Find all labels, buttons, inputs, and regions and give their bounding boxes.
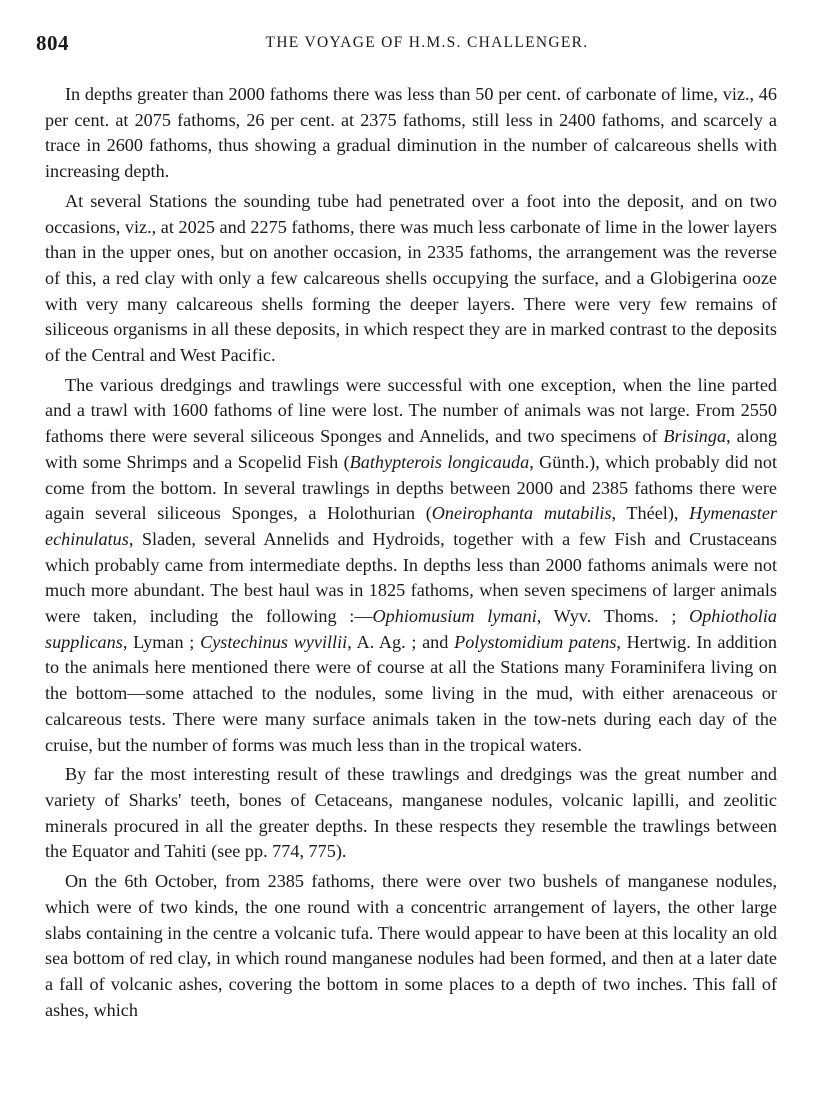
species-name: Cystechinus wyvillii xyxy=(200,631,348,652)
species-name: Bathypterois longicauda xyxy=(349,451,530,472)
paragraph xyxy=(45,762,777,865)
text-run: , Hertwig. In addition to the animals here mentioned there were of course at all the Stations many Foraminifera living on the bottom—some attached to the nodules, some living in the mud, with either arenaceous or calcareous tests. There were many surface animals taken in the tow-nets during each day of the cruise, but the number of forms was much less than in the tropical waters. xyxy=(45,631,777,755)
page-header xyxy=(36,31,778,57)
text-run: , A. Ag. ; and xyxy=(347,631,455,652)
paragraph xyxy=(45,869,777,1023)
text-run: In depths greater than 2000 fathoms there was less than 50 per cent. of carbonate of lime, viz., 46 per cent. at 2075 fathoms, 26 per cent. at 2375 fathoms, still less in 2400 fathoms, and scarcely a trace in 2600 fathoms, thus showing a gradual diminution in the number of calcareous shells with increasing depth. xyxy=(45,84,777,182)
species-name: Polystomidium patens xyxy=(454,631,617,652)
species-name: Oneirophanta mutabilis xyxy=(431,503,612,524)
text-run: , Günth.), which probably did not come from the bottom. In several trawlings in depths between 2000 and 2385 fathoms there were again several siliceous Sponges, a Holothurian ( xyxy=(45,451,778,524)
text-run: , Wyv. Thoms. ; xyxy=(536,606,690,627)
species-name: Hymenaster echinulatus xyxy=(45,503,777,549)
species-name: Ophiotholia supplicans xyxy=(45,606,777,652)
species-name: Brisinga xyxy=(663,426,727,447)
text-run: By far the most interesting result of these trawlings and dredgings was the great number and variety of Sharks' teeth, bones of Cetaceans, manganese nodules, volcanic lapilli, and zeolitic minerals procured in all the greater depths. In these respects they resemble the trawlings between the Equator and Tahiti (see pp. 774, 775). xyxy=(45,764,777,862)
page-number: 804 xyxy=(36,31,69,55)
text-run: At several Stations the sounding tube had penetrated over a foot into the deposit, and on two occasions, viz., at 2025 and 2275 fathoms, there was much less carbonate of lime in the lower layers than in the upper ones, but on another occasion, in 2335 fathoms, the arrangement was the reverse of this, a red clay with only a few calcareous shells occupying the surface, and a Globigerina ooze with very many calcareous shells forming the deeper layers. There were very few remains of siliceous organisms in all these deposits, in which respect they are in marked contrast to the deposits of the Central and West Pacific. xyxy=(45,190,777,366)
text-run: , Sladen, several Annelids and Hydroids, together with a few Fish and Crustaceans which probably came from intermediate depths. In depths less than 2000 fathoms animals were not much more abundant. The best haul was in 1825 fathoms, when seven specimens of larger animals were taken, including the following :— xyxy=(45,528,777,627)
text-run: , Lyman ; xyxy=(122,631,201,652)
body-text xyxy=(45,82,777,1023)
text-run: The various dredgings and trawlings were successful with one exception, when the line parted and a trawl with 1600 fathoms of line were lost. The number of animals was not large. From 2550 fathoms there were several siliceous Sponges and Annelids, and two specimens of xyxy=(45,374,777,447)
paragraph xyxy=(45,373,777,759)
paragraph xyxy=(45,189,777,369)
text-run: On the 6th October, from 2385 fathoms, there were over two bushels of manganese nodules, which were of two kinds, the one round with a concentric arrangement of layers, the other large slabs containing in the centre a volcanic tufa. There would appear to have been at this locality an old sea bottom of red clay, in which round manganese nodules had been formed, and then at a later date a fall of volcanic ashes, covering the bottom in some places to a depth of two inches. This fall of ashes, which xyxy=(45,871,777,1020)
text-run: , Théel), xyxy=(611,503,690,524)
paragraph xyxy=(45,82,777,185)
running-title: THE VOYAGE OF H.M.S. CHALLENGER. xyxy=(265,34,589,51)
species-name: Ophiomusium lymani xyxy=(372,606,537,627)
text-run: , along with some Shrimps and a Scopelid Fish ( xyxy=(45,426,777,472)
